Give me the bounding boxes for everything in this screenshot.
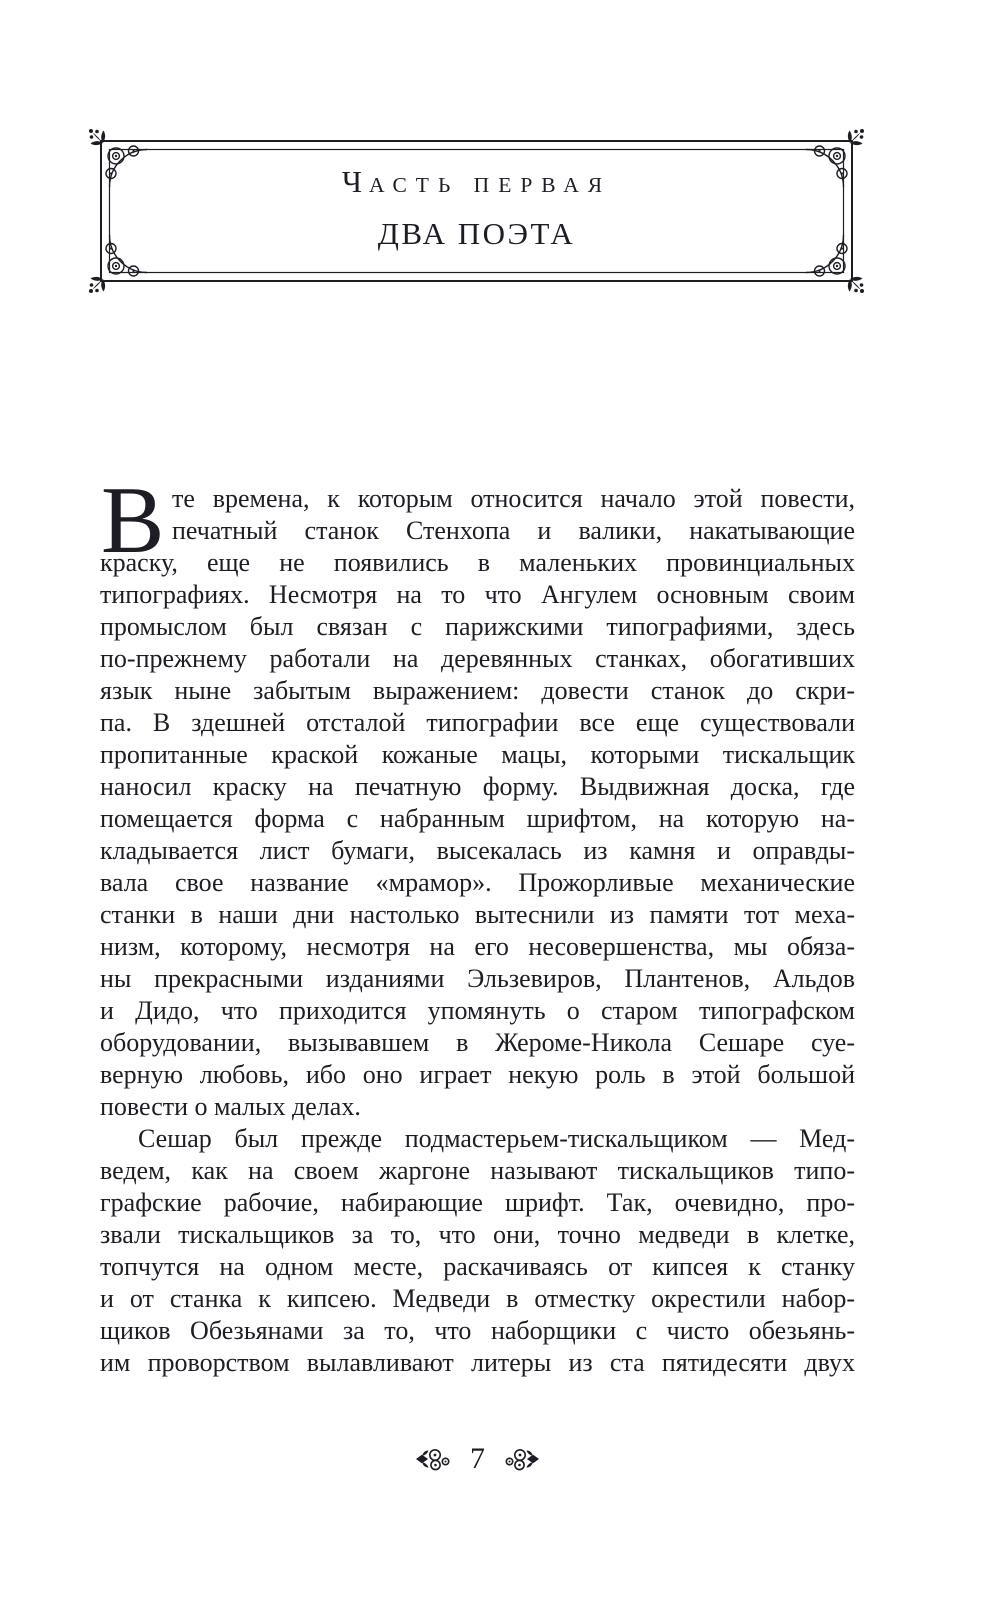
text-line: краску, еще не появились в маленьких провинциальных (100, 548, 855, 577)
ornamental-frame-icon (100, 140, 853, 282)
text-line: помещается форма с набранным шрифтом, на которую на- (100, 804, 855, 833)
text-line: печатный станок Стенхопа и валики, накатывающие (172, 516, 855, 545)
text-line: и от станка к кипсею. Медведи в отместку окрестили набор- (100, 1284, 855, 1313)
text-line: язык ныне забытым выражением: довести станок до скри- (100, 676, 855, 705)
text-line: Сешар был прежде подмастерьем-тискальщиком — Мед- (138, 1124, 855, 1153)
text-line: им проворством вылавливают литеры из ста пятидесяти двух (100, 1348, 855, 1377)
drop-cap: В (101, 467, 165, 573)
text-line: станки в наши дни настолько вытеснили из памяти тот меха- (100, 900, 855, 929)
text-line: топчутся на одном месте, раскачиваясь от кипсея к станку (100, 1252, 855, 1281)
page-number: 7 (470, 1442, 485, 1475)
page-footer (100, 1444, 855, 1474)
part-label: ЧАСТЬ ПЕРВАЯ (341, 164, 612, 199)
text-line: верную любовь, ибо оно играет некую роль в этой большой (100, 1060, 855, 1089)
text-line: оборудовании, вызывавшем в Жероме-Никола Сешаре суе- (100, 1028, 855, 1057)
chapter-title-frame (100, 140, 853, 282)
text-line: промыслом был связан с парижскими типографиями, здесь (100, 612, 855, 641)
paragraph (100, 1123, 855, 1379)
text-line: пропитанные краской кожаные мацы, которыми тискальщик (100, 740, 855, 769)
text-line: те времена, к которым относится начало этой повести, (172, 484, 855, 513)
chapter-title: ДВА ПОЭТА (377, 216, 576, 251)
text-line: щиков Обезьянами за то, что наборщики с чисто обезьянь- (100, 1316, 855, 1345)
text-line: ведем, как на своем жаргоне называют тискальщиков типо- (100, 1156, 855, 1185)
text-line: графские рабочие, набирающие шрифт. Так, очевидно, про- (100, 1188, 855, 1217)
text-line: кладывается лист бумаги, высекалась из камня и оправды- (100, 836, 855, 865)
text-line: повести о малых делах. (100, 1092, 361, 1121)
text-line: наносил краску на печатную форму. Выдвижная доска, где (100, 772, 855, 801)
fleuron-left-icon (416, 1446, 450, 1472)
text-line: звали тискальщиков за то, что они, точно медведи в клетке, (100, 1220, 855, 1249)
text-line: типографиях. Несмотря на то что Ангулем основным своим (100, 580, 855, 609)
fleuron-right-icon (505, 1446, 539, 1472)
paragraph (100, 467, 855, 1123)
text-line: вала свое название «мрамор». Прожорливые механические (100, 868, 855, 897)
text-line: ны прекрасными изданиями Эльзевиров, Плантенов, Альдов (100, 964, 855, 993)
text-line: и Дидо, что приходится упомянуть о старом типографском (100, 996, 855, 1025)
body-text (100, 467, 855, 1379)
text-line: па. В здешней отсталой типографии все еще существовали (100, 708, 855, 737)
text-line: по-прежнему работали на деревянных станках, обогативших (100, 644, 855, 673)
text-line: низм, которому, несмотря на его несовершенства, мы обяза- (100, 932, 855, 961)
